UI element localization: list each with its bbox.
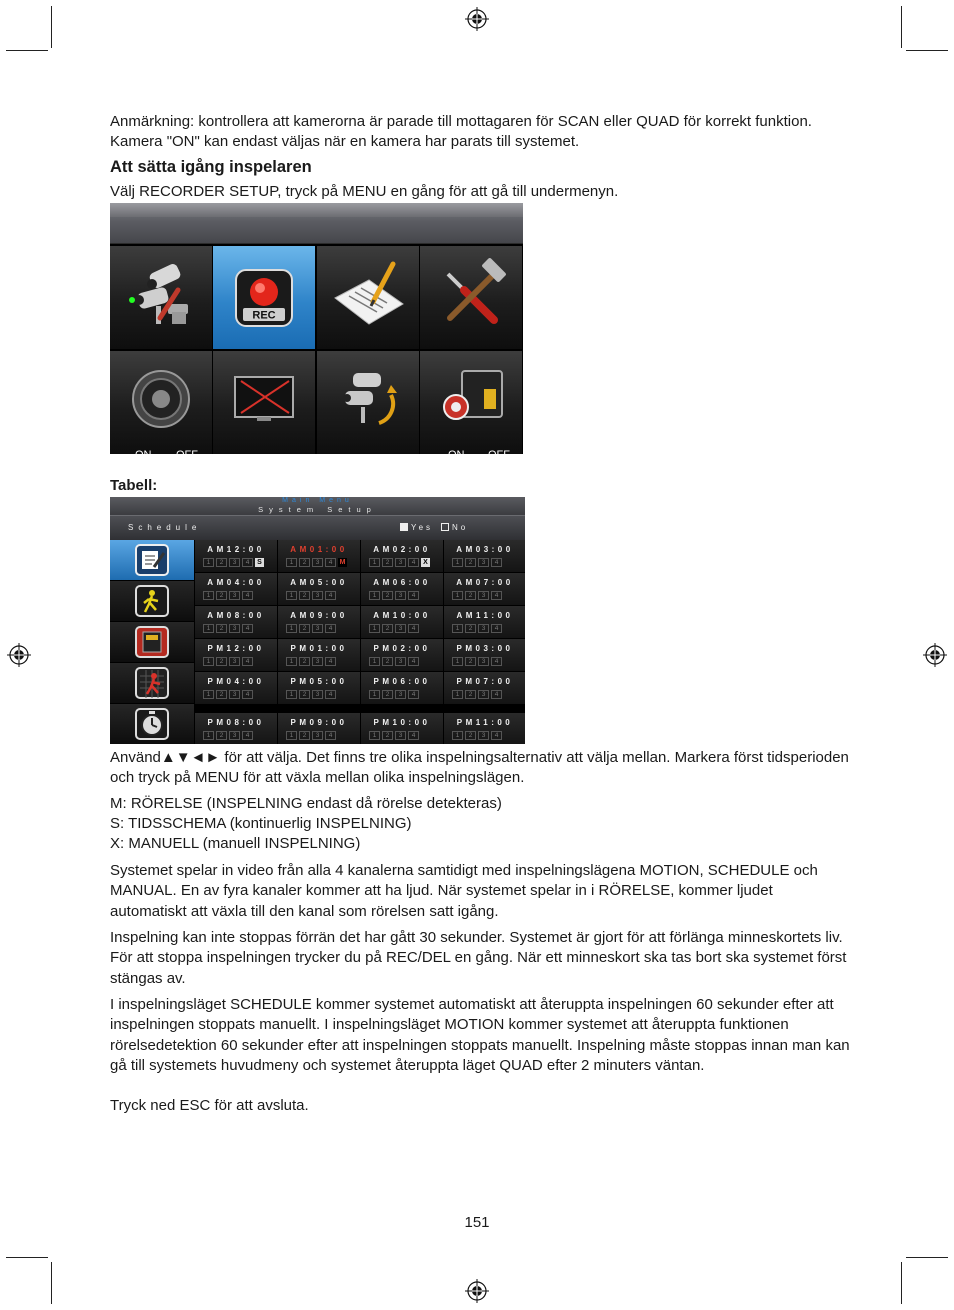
channel-box[interactable]: 1: [452, 591, 463, 600]
channel-box[interactable]: 3: [395, 558, 406, 567]
off-label[interactable]: OFF: [488, 449, 510, 461]
channel-box[interactable]: 1: [369, 690, 380, 699]
channel-box[interactable]: 3: [478, 731, 489, 740]
channel-box[interactable]: 1: [286, 558, 297, 567]
crop-mark: [51, 1262, 52, 1304]
channel-box[interactable]: 4: [491, 558, 502, 567]
no-swatch: [441, 523, 449, 531]
crop-mark: [6, 1257, 48, 1258]
schedule-cell[interactable]: [195, 639, 277, 671]
stop-paragraph: Inspelning kan inte stoppas förrän det har gått 30 sekunder. Systemet är gjort för att förlänga minneskortets liv. För att stoppa inspelningen trycker du på REC/DEL en gång. När ett minneskort ska tas bort ska systemet först stängas av.: [110, 929, 847, 987]
document-pen-icon: [317, 246, 419, 349]
mode-s-line: S: TIDSSCHEMA (kontinuerlig INSPELNING): [110, 815, 412, 832]
channel-box[interactable]: 2: [465, 690, 476, 699]
channel-box[interactable]: 4: [491, 591, 502, 600]
menu-tile-sd-card[interactable]: [420, 351, 522, 461]
channel-box[interactable]: 3: [312, 690, 323, 699]
note-paragraph: Anmärkning: kontrollera att kamerorna är parade till mottagaren för SCAN eller QUAD för korrekt funktion. Kamera "ON" kan endast väljas när en kamera har parats till systemet.: [110, 113, 812, 151]
crop-mark: [906, 1257, 948, 1258]
channel-box[interactable]: 3: [229, 591, 240, 600]
motion-grid-icon: [134, 666, 170, 700]
system-paragraph: Systemet spelar in video från alla 4 kanalerna samtidigt med inspelningslägena MOTION, SCHEDULE och MANUAL. En av fyra kanaler kommer att ha ljud. När systemet spelar in i RÖRELSE, kommer ljudet automatiskt att växla till den kanal som rörelsen satt igång.: [110, 862, 818, 920]
channel-box[interactable]: 2: [382, 624, 393, 633]
schedule-cell[interactable]: [195, 672, 277, 704]
registration-mark-icon: [465, 1279, 489, 1303]
channel-box[interactable]: 2: [465, 731, 476, 740]
section-heading: Att sätta igång inspelaren: [110, 158, 312, 176]
yes-swatch: [400, 523, 408, 531]
schedule-title-bar: [110, 497, 525, 515]
schedule-cell[interactable]: [278, 606, 360, 638]
channel-box[interactable]: 3: [312, 657, 323, 666]
time-slot-label: PM05:00: [290, 677, 348, 686]
channel-box[interactable]: 4: [242, 657, 253, 666]
schedule-cell[interactable]: [278, 540, 360, 572]
channel-boxes: [452, 731, 504, 744]
channel-box[interactable]: 1: [203, 591, 214, 600]
off-label[interactable]: OFF: [176, 449, 198, 461]
channel-box[interactable]: 2: [465, 591, 476, 600]
channel-boxes: [369, 731, 421, 744]
schedule-side-tab[interactable]: [110, 622, 194, 662]
channel-box[interactable]: 1: [452, 624, 463, 633]
time-slot-label: PM10:00: [373, 718, 431, 727]
channel-box[interactable]: 3: [395, 591, 406, 600]
channel-boxes: [452, 690, 504, 708]
time-slot-label: AM10:00: [373, 611, 431, 620]
schedule-edit-icon: [134, 543, 170, 577]
channel-box[interactable]: 2: [299, 624, 310, 633]
time-slot-label: PM06:00: [373, 677, 431, 686]
time-slot-label: AM12:00: [207, 545, 265, 554]
channel-box[interactable]: 4: [325, 731, 336, 740]
time-slot-label: PM12:00: [207, 644, 265, 653]
menu-tile-recorder-setup[interactable]: [213, 246, 315, 349]
time-slot-label: PM08:00: [207, 718, 265, 727]
channel-box[interactable]: 2: [299, 591, 310, 600]
schedule-cell[interactable]: [195, 606, 277, 638]
on-label[interactable]: ON: [135, 449, 152, 461]
channel-boxes: [286, 690, 338, 708]
channel-box[interactable]: 3: [229, 731, 240, 740]
channel-box[interactable]: 4: [242, 558, 253, 567]
table-label: Tabell:: [110, 477, 158, 494]
schedule-side-tab[interactable]: [110, 540, 194, 580]
channel-box[interactable]: 4: [325, 690, 336, 699]
channel-box[interactable]: 2: [216, 657, 227, 666]
channel-box[interactable]: 3: [312, 731, 323, 740]
channel-box[interactable]: 2: [299, 731, 310, 740]
channel-box[interactable]: 2: [216, 690, 227, 699]
channel-boxes: [286, 731, 338, 744]
channel-box[interactable]: 3: [229, 558, 240, 567]
channel-box[interactable]: 4: [491, 731, 502, 740]
mode-marker[interactable]: S: [255, 558, 264, 567]
channel-box[interactable]: 1: [286, 657, 297, 666]
schedule-cell[interactable]: [361, 672, 443, 704]
sd-card-icon: [420, 351, 522, 454]
schedule-cell[interactable]: [444, 639, 525, 671]
schedule-cell[interactable]: [444, 540, 525, 572]
channel-box[interactable]: 1: [452, 558, 463, 567]
legend-yes: Yes: [400, 523, 433, 532]
time-slot-label: AM04:00: [207, 578, 265, 587]
channel-box[interactable]: 2: [465, 624, 476, 633]
channel-box[interactable]: 2: [382, 690, 393, 699]
channel-box[interactable]: 4: [491, 624, 502, 633]
channel-box[interactable]: 1: [452, 731, 463, 740]
channel-boxes: [203, 731, 255, 744]
channel-box[interactable]: 1: [203, 657, 214, 666]
channel-box[interactable]: 2: [465, 657, 476, 666]
channel-box[interactable]: 3: [312, 591, 323, 600]
menu-tile-audio[interactable]: [110, 351, 212, 461]
channel-box[interactable]: 4: [325, 558, 336, 567]
channel-box[interactable]: 4: [242, 591, 253, 600]
tv-off-icon: [213, 351, 315, 454]
time-slot-label: AM07:00: [456, 578, 514, 587]
time-slot-label: AM09:00: [290, 611, 348, 620]
channel-box[interactable]: 3: [478, 558, 489, 567]
camera-scan-icon: [317, 351, 419, 454]
mode-m-line: M: RÖRELSE (INSPELNING endast då rörelse detekteras): [110, 795, 502, 812]
channel-box[interactable]: 4: [325, 591, 336, 600]
schedule-cell[interactable]: [195, 540, 277, 572]
speaker-icon: [110, 351, 212, 454]
schedule-cell[interactable]: [444, 672, 525, 704]
time-slot-label: AM05:00: [290, 578, 348, 587]
channel-box[interactable]: 2: [299, 690, 310, 699]
channel-box[interactable]: 3: [229, 690, 240, 699]
channel-box[interactable]: 3: [478, 624, 489, 633]
time-slot-label: AM06:00: [373, 578, 431, 587]
channel-box[interactable]: 1: [286, 731, 297, 740]
channel-box[interactable]: 3: [229, 657, 240, 666]
channel-box[interactable]: 1: [203, 731, 214, 740]
channel-box[interactable]: 3: [229, 624, 240, 633]
channel-box[interactable]: 4: [242, 731, 253, 740]
channel-box[interactable]: 1: [203, 624, 214, 633]
channel-box[interactable]: 4: [408, 731, 419, 740]
schedule-cell[interactable]: [361, 713, 443, 744]
mode-x-line: X: MANUELL (manuell INSPELNING): [110, 835, 361, 852]
time-slot-label: AM08:00: [207, 611, 265, 620]
section-label: Schedule: [128, 523, 202, 532]
intro-paragraph: Välj RECORDER SETUP, tryck på MENU en gång för att gå till undermenyn.: [110, 183, 619, 200]
channel-box[interactable]: 2: [382, 657, 393, 666]
schedule-paragraph: I inspelningsläget SCHEDULE kommer systemet automatiskt att återuppta inspelningen 60 sekunder efter att inspelningen stoppats manuellt. I inspelningsläget MOTION kommer systemet att återuppta funktionen rörelsedetektion 60 sekunder efter att inspelningen stoppats manuellt. Inspelning måste stoppas innan man kan gå till systemets huvudmeny och systemet återuppta läget QUAD efter 2 minuters väntan.: [110, 996, 850, 1074]
channel-box[interactable]: 3: [395, 690, 406, 699]
channel-box[interactable]: 4: [242, 690, 253, 699]
channel-box[interactable]: 1: [452, 657, 463, 666]
time-slot-label: PM07:00: [456, 677, 514, 686]
channel-box[interactable]: 2: [216, 558, 227, 567]
rec-label: REC: [252, 309, 276, 322]
channel-box[interactable]: 4: [325, 657, 336, 666]
on-label[interactable]: ON: [448, 449, 465, 461]
schedule-section-bar: [110, 515, 525, 540]
channel-box[interactable]: 3: [395, 657, 406, 666]
channel-boxes: [203, 690, 255, 708]
channel-box[interactable]: 1: [286, 690, 297, 699]
schedule-cell[interactable]: [278, 713, 360, 744]
tools-icon: [420, 246, 522, 349]
time-slot-label: AM02:00: [373, 545, 431, 554]
use-paragraph: Använd▲▼◄► för att välja. Det finns tre olika inspelningsalternativ att välja mellan. Markera först tidsperioden och tryck på MENU för att växla mellan olika inspelningslägen.: [110, 749, 849, 787]
mode-marker[interactable]: M: [339, 559, 346, 566]
schedule-cell[interactable]: [278, 573, 360, 605]
channel-box[interactable]: 3: [395, 624, 406, 633]
time-slot-label: AM11:00: [456, 611, 514, 620]
schedule-side-tab[interactable]: [110, 704, 194, 744]
channel-box[interactable]: 1: [369, 731, 380, 740]
channel-box[interactable]: 2: [465, 558, 476, 567]
channel-box[interactable]: 1: [286, 624, 297, 633]
channel-box[interactable]: 4: [325, 624, 336, 633]
channel-box[interactable]: 2: [216, 591, 227, 600]
crop-mark: [901, 1262, 902, 1304]
crop-mark: [901, 6, 902, 48]
time-slot-label: PM04:00: [207, 677, 265, 686]
channel-box[interactable]: 4: [408, 591, 419, 600]
time-slot-label: AM01:00: [290, 545, 348, 554]
channel-box[interactable]: 1: [369, 624, 380, 633]
schedule-cell[interactable]: [444, 606, 525, 638]
channel-box[interactable]: 1: [369, 657, 380, 666]
channel-box[interactable]: 1: [452, 690, 463, 699]
channel-box[interactable]: 2: [382, 591, 393, 600]
menu-subtitle: System Setup: [258, 505, 377, 514]
schedule-cell[interactable]: [361, 573, 443, 605]
schedule-cell[interactable]: [361, 540, 443, 572]
channel-box[interactable]: 2: [216, 624, 227, 633]
channel-box[interactable]: 4: [491, 657, 502, 666]
motion-icon: [134, 584, 170, 618]
channel-box[interactable]: 4: [408, 690, 419, 699]
menu-title-bar: [110, 203, 523, 244]
time-slot-label: PM09:00: [290, 718, 348, 727]
schedule-side-tab[interactable]: [110, 663, 194, 703]
schedule-cell[interactable]: [361, 639, 443, 671]
channel-box[interactable]: 2: [216, 731, 227, 740]
esc-line: Tryck ned ESC för att avsluta.: [110, 1097, 309, 1114]
menu-tile-tools[interactable]: [420, 246, 522, 349]
channel-box[interactable]: 4: [491, 690, 502, 699]
time-slot-label: AM03:00: [456, 545, 514, 554]
channel-box[interactable]: 4: [408, 558, 419, 567]
registration-mark-icon: [465, 7, 489, 31]
page-number: 151: [464, 1214, 490, 1231]
mode-marker[interactable]: X: [421, 558, 430, 567]
channel-box[interactable]: 2: [382, 731, 393, 740]
channel-box[interactable]: 2: [299, 657, 310, 666]
time-slot-label: PM02:00: [373, 644, 431, 653]
schedule-cell[interactable]: [195, 573, 277, 605]
schedule-cell[interactable]: [195, 713, 277, 744]
channel-boxes: [369, 690, 421, 708]
registration-mark-icon: [7, 643, 31, 667]
rec-icon: [213, 246, 315, 349]
channel-box[interactable]: 3: [478, 690, 489, 699]
menu-tile-documents[interactable]: [317, 246, 419, 349]
channel-box[interactable]: 3: [478, 657, 489, 666]
legend-no: No: [441, 523, 468, 532]
schedule-cell[interactable]: [444, 713, 525, 744]
channel-box[interactable]: 1: [286, 591, 297, 600]
time-slot-label: PM03:00: [456, 644, 514, 653]
channel-box[interactable]: 4: [242, 624, 253, 633]
recorder-main-menu-screenshot: [110, 203, 523, 461]
menu-tile-camera-scan[interactable]: [317, 351, 419, 454]
schedule-cell[interactable]: [444, 573, 525, 605]
channel-box[interactable]: 1: [369, 591, 380, 600]
channel-box[interactable]: 4: [408, 624, 419, 633]
channel-box[interactable]: 2: [299, 558, 310, 567]
crop-mark: [51, 6, 52, 48]
camera-pair-icon: [110, 246, 212, 349]
schedule-cell[interactable]: [361, 606, 443, 638]
channel-box[interactable]: 4: [408, 657, 419, 666]
channel-box[interactable]: 3: [312, 624, 323, 633]
schedule-menu-screenshot: [110, 497, 525, 744]
channel-box[interactable]: 1: [203, 558, 214, 567]
sd-card-icon: [134, 625, 170, 659]
crop-mark: [906, 50, 948, 51]
time-slot-label: PM11:00: [456, 718, 514, 727]
channel-box[interactable]: 3: [395, 731, 406, 740]
menu-tile-camera-pairing[interactable]: [110, 246, 212, 349]
schedule-cell[interactable]: [278, 672, 360, 704]
channel-box[interactable]: 1: [369, 558, 380, 567]
crop-mark: [6, 50, 48, 51]
time-slot-label: PM01:00: [290, 644, 348, 653]
timer-icon: [134, 707, 170, 741]
schedule-side-tab[interactable]: [110, 581, 194, 621]
registration-mark-icon: [923, 643, 947, 667]
channel-box[interactable]: 3: [312, 558, 323, 567]
menu-title: Main Menu: [282, 497, 353, 504]
channel-box[interactable]: 1: [203, 690, 214, 699]
schedule-cell[interactable]: [278, 639, 360, 671]
channel-box[interactable]: 3: [478, 591, 489, 600]
channel-box[interactable]: 2: [382, 558, 393, 567]
menu-tile-display[interactable]: [213, 351, 315, 454]
